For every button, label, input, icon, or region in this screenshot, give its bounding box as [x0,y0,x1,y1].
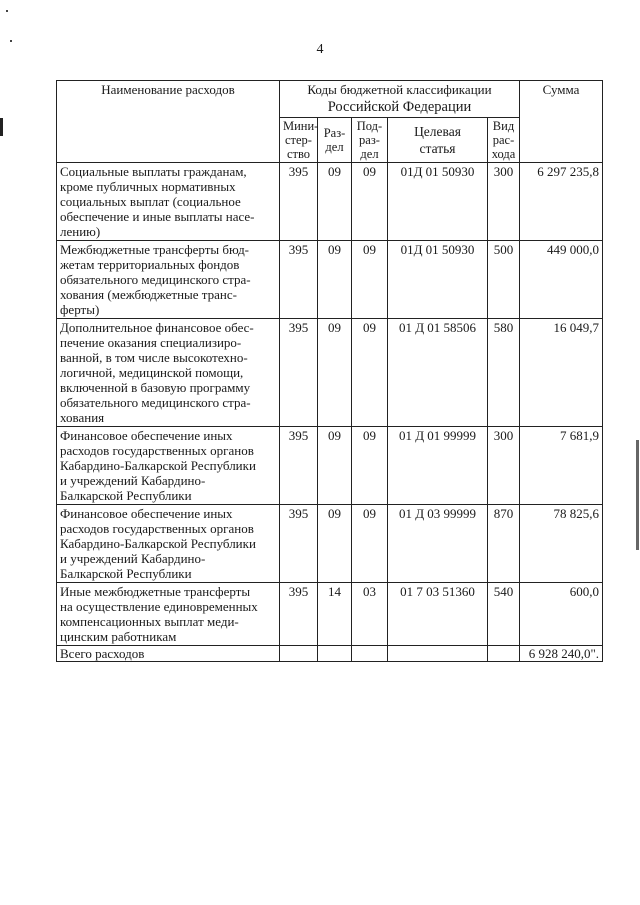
row-sum: 78 825,6 [520,505,603,583]
row-section: 09 [318,427,352,505]
row-target: 01 7 03 51360 [388,583,488,646]
row-sum: 6 297 235,8 [520,163,603,241]
table-row [57,583,603,646]
row-type: 580 [488,319,520,427]
row-section: 09 [318,319,352,427]
budget-table [56,80,603,662]
row-name: Дополнительное финансовое обес- печение оказания специализиро- ванной, в том числе высокотехно- логичной, медицинской помощи, включенной в базовую программу обязательного медицинского стра- хования [57,319,280,427]
row-sum: 7 681,9 [520,427,603,505]
row-sum: 16 049,7 [520,319,603,427]
row-section: 09 [318,163,352,241]
table-row [57,319,603,427]
table-row [57,163,603,241]
table-row [57,241,603,319]
header-subsection: Под- раз- дел [352,118,388,163]
header-sum: Сумма [520,81,603,163]
scan-mark-right [636,440,639,550]
row-subsection: 09 [352,505,388,583]
row-subsection: 09 [352,163,388,241]
row-ministry: 395 [280,427,318,505]
row-section: 09 [318,505,352,583]
header-ministry: Мини- стер- ство [280,118,318,163]
header-row-1 [57,81,603,118]
total-row [57,646,603,662]
table-row [57,505,603,583]
row-name: Финансовое обеспечение иных расходов государственных органов Кабардино-Балкарской Республики и учреждений Кабардино- Балкарской Республики [57,505,280,583]
header-target: Целевая статья [388,118,488,163]
row-name: Социальные выплаты гражданам, кроме публичных нормативных социальных выплат (социальное обеспечение и иные выплаты насе- лению) [57,163,280,241]
scan-dot [10,40,12,42]
row-target: 01 Д 01 58506 [388,319,488,427]
row-target: 01Д 01 50930 [388,241,488,319]
row-target: 01Д 01 50930 [388,163,488,241]
row-ministry: 395 [280,319,318,427]
total-empty-cell [488,646,520,662]
row-type: 540 [488,583,520,646]
header-section: Раз- дел [318,118,352,163]
total-empty-cell [388,646,488,662]
row-target: 01 Д 03 99999 [388,505,488,583]
scan-mark-left [0,118,3,136]
total-sum: 6 928 240,0". [520,646,603,662]
table-row [57,427,603,505]
row-subsection: 09 [352,319,388,427]
row-type: 500 [488,241,520,319]
row-type: 300 [488,163,520,241]
header-codes-line2: Российской Федерации [327,99,472,115]
row-name: Финансовое обеспечение иных расходов государственных органов Кабардино-Балкарской Республики и учреждений Кабардино- Балкарской Республики [57,427,280,505]
total-empty-cell [352,646,388,662]
row-ministry: 395 [280,505,318,583]
page-number: 4 [316,42,324,57]
row-section: 09 [318,241,352,319]
total-empty-cell [318,646,352,662]
total-empty-cell [280,646,318,662]
header-codes [280,81,520,118]
row-type: 870 [488,505,520,583]
row-type: 300 [488,427,520,505]
total-label: Всего расходов [57,646,280,662]
row-section: 14 [318,583,352,646]
row-subsection: 09 [352,241,388,319]
header-name: Наименование расходов [57,81,280,163]
row-sum: 449 000,0 [520,241,603,319]
row-ministry: 395 [280,241,318,319]
row-name: Межбюджетные трансферты бюд- жетам территориальных фондов обязательного медицинского стра- хования (межбюджетные транс- ферты) [57,241,280,319]
header-type: Вид рас- хода [488,118,520,163]
row-target: 01 Д 01 99999 [388,427,488,505]
row-ministry: 395 [280,163,318,241]
row-name: Иные межбюджетные трансферты на осуществление единовременных компенсационных выплат меди- цинским работникам [57,583,280,646]
row-subsection: 03 [352,583,388,646]
row-sum: 600,0 [520,583,603,646]
row-ministry: 395 [280,583,318,646]
header-codes-line1: Коды бюджетной классификации [307,82,492,97]
scan-dot [6,10,8,12]
row-subsection: 09 [352,427,388,505]
